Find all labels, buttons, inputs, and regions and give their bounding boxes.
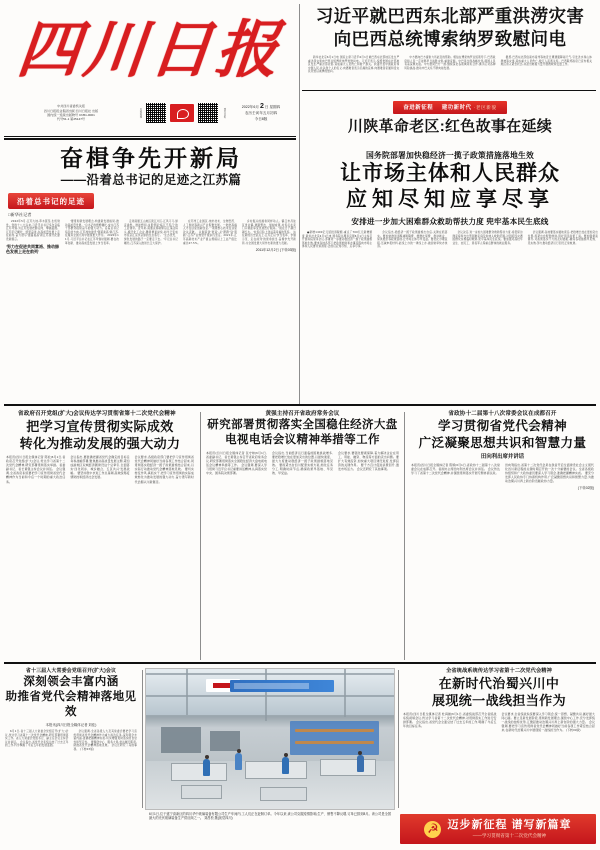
- body-column: '要贯彻新发展理念,构建新发展格局,推动高质量发展。'总书记的殷殷嘱托,成为江苏干部群众接续奋斗的强大动力。沿着总书记指引的方向,江苏加快建设'强富美高'新江苏,在服务全国大局中展现更大作为。 2020年11月,习近平总书记在江苏考察时强调,要在改革创新、推动高质量发展上争当表率。: [65, 220, 119, 245]
- body-column: 在苏州工业园区,纳米技术、生物医药、人工智能等新兴产业集聚发展。一批批高端人才在这里创新创业,一项项核心技术在这里攻关突破。 从制造到'智造',从'跟跑'到'领跑',江苏产业转型升级步伐坚定。2021年,江苏高新技术产业产值占规模以上工业产值比重达47.5%。: [183, 220, 237, 245]
- lead-headline: 奋楫争先开新局: [60, 145, 242, 171]
- lead-subhead: ——沿着总书记的足迹之江苏篇: [60, 173, 242, 187]
- footer-banner-title: 迈步新征程 谱写新篇章: [447, 819, 572, 831]
- photo-crate: [260, 787, 307, 801]
- article-kicker: 省政协十二届第十八次常委会议在成都召开: [448, 411, 557, 417]
- body-column: ●新增1400亿元留抵退税额,重点了700亿元新增额度 新华社北京6月1日电 国务院总理李克强6月1日主持召开国务院常务会议,部署进一步推动稳经济一揽子政策措施落地生效,要求各地各部门把政策细则和办事流程向市场主体和人民群众讲清楚,让他们应知尽知、应享尽享。: [302, 231, 373, 249]
- masthead: [0, 0, 300, 140]
- bottom-row: [0, 668, 600, 821]
- article-headline: 在新时代治蜀兴川中 展现统一战线担当作为: [431, 676, 566, 708]
- photo-caption: 6月1日,位于遂宁高新区的四川华中玻璃装备有限公司生产车间内,工人们正在赶制订单。今年以来,该公司克服疫情影响,生产、销售不降反增,订单已排到8月。该公司是全国最大的光伏玻璃装备生产供应商之一。 刘昌松 摄(视觉四川): [149, 812, 391, 821]
- state-council-article[interactable]: [302, 150, 598, 251]
- lunar-date: 农历壬寅年五月初四: [244, 111, 278, 115]
- newspaper-logo: [8, 8, 292, 92]
- bottom-section: [0, 668, 600, 821]
- banner-headline: 川陕革命老区:红色故事在延续: [347, 118, 553, 135]
- xi-jinping-article[interactable]: [300, 0, 600, 92]
- body-column: 2022年5月,江苏大地,草木葱茏,生机勃发。党的十八大以来,习近平总书记多次亲临江苏考察,为江苏发展把脉定向、擘画蓝图。江苏牢记嘱托、感恩奋进,在高质量发展上走在前列,奋力谱写'强富美高'新江苏现代化建设新篇章。 '努力在促进共同富裕、推动绿色发展上走在前列': [6, 220, 60, 255]
- photo-column: [344, 669, 346, 717]
- footer-banner-text: [447, 819, 571, 839]
- lead-byline: □新华社记者: [8, 212, 32, 217]
- article-kicker: 省十三届人大常委会党组召开(扩大)会议: [25, 668, 117, 674]
- photo-workbench: [245, 761, 307, 779]
- body-column: 本报讯(四川日报全媒体记者 陈松)6月1日,省政府召开党组(扩大)会议,传达学习省第十二次党代会精神,研究部署贯彻落实举措。省委副书记、省长黄强主持会议并讲话。 会议强调,全省政府系统要把学习宣传贯彻省党代会精神作为当前和今后一个时期的重大政治任务。: [6, 455, 66, 484]
- divider: [4, 662, 596, 664]
- photo-shelving: [295, 741, 374, 744]
- state-council-subhead: 安排进一步加大困难群众救助帮扶力度 兜牢基本民生底线: [351, 217, 549, 226]
- continuation-marker: (下转02版): [577, 486, 594, 491]
- article-kicker: 省政府召开党组(扩大)会议传达学习贯彻省第十二次党代会精神: [18, 411, 176, 417]
- article-kicker: 全省统战系统传达学习省第十二次党代会精神: [446, 668, 552, 674]
- article-body-columns: [206, 451, 399, 476]
- photo-crate: [181, 785, 223, 799]
- body-column: 本报讯(四川日报全媒体记者 陈婷)6月1日,省政协十二届第十八次常委会议在成都召开。省政协主席田向利出席会议并讲话。 会议传达学习了省第十二次党代会精神,并围绕贯彻落实开展专题协商议政。: [411, 463, 500, 476]
- npc-standing-committee-article[interactable]: [0, 668, 142, 821]
- campaign-tag-second: 建功新时代: [441, 105, 472, 111]
- photo-beam: [146, 673, 394, 675]
- photo-workbench: [171, 763, 228, 781]
- photo-workbench: [320, 759, 377, 776]
- date-day: 2: [259, 103, 264, 110]
- divider: [4, 404, 596, 406]
- body-column: 走进南通五山地区滨江片区,江风习习,绿意盎然。谁能想到,这里曾是'临江不见江'的工业锈带。近年来,南通关停取缔沿江违法码头,搬迁化工企业,腾退修复岸线,如今已变成市民亲江亲水亲绿的生态客厅。 '生态优先、绿色发展的路子一定要走下去。'牢记总书记嘱托,江苏深入推进长江大保护。: [124, 220, 178, 245]
- article-headline: 学习贯彻省党代会精神 广泛凝聚思想共识和智慧力量: [418, 419, 587, 450]
- body-column: 田向利指出,省第十二次党代会是在我省开启全面建设社会主义现代化四川新征程的关键时期召开的一次十分重要的会议。全省各级政协组织和广大政协委员要深入学习领会,准确把握精神实质。 要充分发挥人民政协专门协商机构作用,广泛凝聚思想共识和智慧力量,为推动治蜀兴川再上新台阶贡献政协力量。 (下转02版): [505, 463, 594, 491]
- divider: [299, 4, 300, 404]
- body-column: 会议决定,进一步加大困难群众救助帮扶力度,将低保边缘家庭和支出型困难家庭及时纳入救助范围,对因疫因灾遇困群众实施临时救助,兜牢基本民生底线。要加强对高校毕业生、农民工、退役军人等重点群体的就业服务。: [452, 231, 523, 245]
- body-column: 本报讯(四川日报全媒体记者 张守帅)6月1日,省委副书记、省长黄强主持召开省政府常务会议,研究部署贯彻落实全国稳住经济大盘电视电话会议精神举措等工作。 会议强调,要深入学习贯彻习近平总书记重要讲话精神,认真落实党中央、国务院决策部署。: [206, 451, 267, 476]
- divider: [4, 138, 296, 140]
- xi-headline: 习近平就巴西东北部严重洪涝灾害 向巴西总统博索纳罗致慰问电: [315, 7, 585, 50]
- photo-shelving: [295, 729, 374, 732]
- state-council-headline: 让市场主体和人民群众 应知尽知应享尽享: [340, 162, 560, 211]
- xi-body-columns: [308, 56, 592, 76]
- body-column: 中方愿向巴方提供力所能及的帮助。相信在博索纳罗总统领导下,巴西政府和人民一定能够早日战胜灾害,重建家园。中巴是全面战略伙伴,两国人民有着深厚友谊。中方愿同巴方一道,继续深化各领域务实合作,携手应对各种风险挑战,推动中巴关系不断向前发展。: [404, 56, 496, 70]
- provincial-government-article[interactable]: [0, 410, 200, 490]
- factory-photo-block: [142, 668, 398, 821]
- date-weekday: 日 星期四: [264, 105, 281, 109]
- article-body-columns: [411, 463, 594, 490]
- mid-section: [0, 410, 600, 490]
- sichuan-daily-emblem-icon: [170, 104, 194, 122]
- photo-worker: [357, 755, 364, 772]
- factory-workshop-photo: [145, 668, 395, 810]
- footer-banner-subtitle: ——学习贯彻省第十二次党代会精神: [472, 833, 547, 838]
- body-column: 新华社北京6月1日电 国家主席习近平6月1日就巴西东北部地区发生严重洪涝灾害向巴西总统博索纳罗致慰问电。习近平表示,惊悉贵国东北部地区发生严重洪涝灾害,造成重大人员伤亡和财产损失。我谨代表中国政府和中国人民,并以我个人的名义,向遇难者表示沉痛的哀悼,向遇难者家属和受灾民众致以诚挚的慰问。: [308, 56, 400, 74]
- photo-rack: [161, 727, 201, 753]
- article-subline: 田向利出席并讲话: [480, 454, 525, 460]
- article-byline: 本报讯(四川日报全媒体记者 刘佳): [45, 723, 97, 727]
- body-column: 乡村振兴的画卷同样动人。镇江市丹徒区世业镇,道路整洁、绿树成荫,村民们在家门口就能享受优质医疗服务。'现在日子越过越红火。'村民们脸上洋溢着幸福的笑容。 站在新的历史起点上,江苏正以'争当表率、争做示范、走在前列'的使命担当,奋楫争先开新局,为全国发展大局作出新的更大贡献。 2011年12月2日 (下转03版): [242, 220, 296, 253]
- body-column: 据悉,巴西东北部伯南布哥州等地近日遭遇强降雨天气,引发洪水和山体滑坡等灾害,造成重大人员伤亡,数万人流离失所。巴西联邦政府已宣布相关地区进入紧急状态,并派出救援力量开展搜救和安置工作。: [500, 56, 592, 67]
- publication-date: [230, 104, 292, 122]
- body-column: 会议强调,全省各级人大及其常委会要把学习宣传贯彻省党代会精神作为重大政治任务,深刻领会丰富内涵,准确把握精神实质,切实增强贯彻落实的自觉性和坚定性。 要围绕中心、服务大局,依法履行职责,助推省党代会精神落地见效。 会议还研究了其他事项。 (下转03版): [73, 730, 137, 751]
- executive-meeting-article[interactable]: [200, 410, 405, 490]
- photo-roof: [146, 669, 394, 715]
- body-column: 6月1日,省十三届人大常委会党组召开(扩大)会议,传达学习省第十二次党代会精神,研究部署贯彻落实工作。省人大常委会党组书记、副主任会议主持会议并讲话。 会议指出,省党代会系统总结了过去五年的工作,科学擘画了今后五年的发展蓝图。: [5, 730, 69, 748]
- article-kicker: 黄强主持召开省政府常务会议: [265, 411, 340, 417]
- photo-worker: [282, 757, 289, 774]
- newspaper-title: 四川日报: [14, 13, 286, 86]
- body-column: 会议指出,要准确把握省党代会确定的目标任务和战略部署,聚焦推动高质量发展主题,紧扣成渝地区双城经济圈建设这个总牵引,全面落实'四化同步、城乡融合、五区共兴'发展战略。 要坚持稳中求进工作总基调,高效统筹疫情防控和经济社会发展。: [70, 455, 130, 480]
- series-tag: 沿着总书记的足迹: [8, 193, 94, 209]
- photo-shelving: [290, 721, 379, 755]
- body-column: 会议强调,各地要落实属地责任,把稳增长放在更加突出位置,抓紧出台配套细则,用好用足政策工具。要加强督查督办,对政策落实不力的及时通报,确保各项措施早见效、见实效,努力推动经济运行回归正常轨道。: [527, 231, 598, 245]
- photo-rack: [210, 731, 240, 751]
- qr-code-icon[interactable]: [198, 103, 218, 123]
- photo-blue-banner: [230, 680, 334, 692]
- united-front-article[interactable]: [398, 668, 600, 821]
- divider: [142, 670, 143, 808]
- photo-worker: [203, 759, 210, 776]
- lead-article[interactable]: [6, 144, 296, 257]
- body-column: 会议指出,稳经济一揽子政策措施出台后,关键在抓落实。要加快推进退税减税降费、缓缴社保费、稳岗就业、保供稳价等政策落地,让市场主体尽早受益。要优化办理流程,压减申报材料,能线上办的一律线上办,做到快审快办快退。: [377, 231, 448, 249]
- divider: [200, 412, 201, 660]
- body-column: 会议要求,要强化要素保障,着力解决企业在用工、用能、融资、物流等方面的突出问题。要扩大有效投资,加快重大项目建设进度,发挥投资的关键作用。 要千方百计促进消费回升,激发市场活力。 会议还研究了其他事项。: [338, 451, 399, 472]
- publisher-info: 中共四川省委机关报 四川日报报业集团出版 四川日报社 出版 国内统一连续出版物号 CN51-0001 代号51-1 第25147号: [43, 104, 99, 122]
- state-council-body-columns: [302, 231, 598, 251]
- photo-column: [186, 669, 188, 715]
- mid-row: [0, 410, 600, 490]
- page-count: 今日8版: [254, 117, 268, 121]
- qr-label-right: 四川日报: [223, 108, 226, 118]
- campaign-tag-main: 奋进新征程: [403, 105, 434, 111]
- qr-code-icon[interactable]: [146, 103, 166, 123]
- body-column: 会议指出,当前经济运行面临的困难挑战增多,要把稳增长放在更加突出的位置,以最快速度、最大力度推动稳经济一揽子政策措施落地见效。 要抓紧出台四川配套实施方案,细化任务分工,明确时间节点,确保政策早落地、早见效、早受益。: [272, 451, 333, 476]
- pull-quote: '努力在促进共同富裕、推动绿色发展上走在前列': [6, 243, 59, 255]
- old-revolutionary-area-banner[interactable]: [302, 96, 598, 137]
- body-column: 会议要求,全省统战系统要深入学习领会,统一思想、凝聚共识,画好最大同心圆。要立足新发展阶段,贯彻新发展理念,围绕中心工作,充分发挥统一战线的独特优势,汇聚起推动治蜀兴川再上新台阶的强大力量。 会议强调,要把学习宣传贯彻省党代会精神同做好当前各项工作紧密结合起来,在新时代治蜀兴川中展现统一战线担当作为。 (下转03版): [501, 712, 595, 733]
- divider: [398, 670, 399, 808]
- article-body-columns: [6, 455, 194, 484]
- divider: [4, 136, 296, 137]
- state-council-kicker: 国务院部署加快稳经济一揽子政策措施落地生效: [366, 151, 534, 160]
- article-headline: 把学习宣传贯彻实际成效 转化为推动发展的强大动力: [19, 419, 181, 451]
- campaign-tag: [393, 101, 506, 114]
- photo-worker: [235, 753, 242, 770]
- photo-beam: [146, 695, 394, 697]
- campaign-footer-banner[interactable]: [400, 814, 596, 844]
- cppcc-article[interactable]: [405, 410, 600, 490]
- lead-body-columns: [6, 220, 296, 257]
- body-column: 会议要求,各级政府部门要把学习宣传贯彻省党代会精神同做好当前各项工作结合起来,同贯彻落实稳经济一揽子政策措施结合起来,以实际行动推动党代会精神落地见效。 要切实转变作风,真抓实干,把学习宣传贯彻的实际成效转化为推动发展的强大动力,奋力谱写新时代治蜀兴川新篇章。: [134, 455, 194, 484]
- qr-label-left: 川观新闻: [139, 108, 142, 118]
- article-body-columns: [5, 730, 137, 754]
- body-column: 本报讯(四川日报全媒体记者 杜真徽)6月1日,省委统战部召开全省统战系统视频会议,传达学习省第十二次党代会精神,对贯彻落实工作进行安排部署。 会议指出,省党代会全面总结了过去五年的工作,明确了今后五年的目标任务。: [403, 712, 497, 729]
- masthead-info-bar: [8, 96, 292, 130]
- date-year-month: 2022年6月: [241, 105, 259, 109]
- divider: [302, 90, 596, 91]
- party-emblem-icon: [424, 821, 441, 838]
- divider: [404, 412, 405, 660]
- campaign-tag-sub: ·老区新貌: [473, 105, 497, 110]
- article-headline: 研究部署贯彻落实全国稳住经济大盘 电视电话会议精神举措等工作: [207, 419, 398, 446]
- article-headline: 深刻领会丰富内涵 助推省党代会精神落地见效: [5, 676, 137, 718]
- continuation-marker: 2011年12月2日 (下转03版): [255, 248, 296, 253]
- photo-column: [265, 669, 267, 721]
- article-body-columns: [403, 712, 595, 732]
